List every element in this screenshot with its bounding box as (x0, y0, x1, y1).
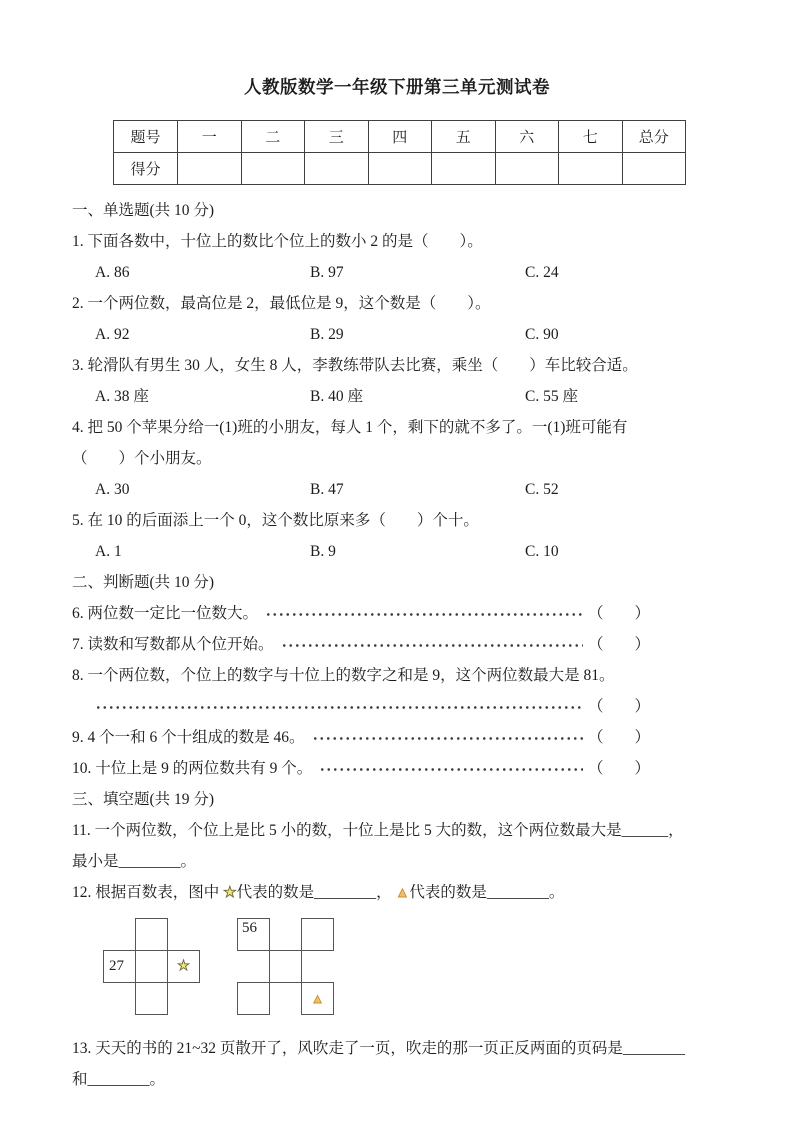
option-4a: A. 30 (95, 481, 130, 498)
score-table-header-cell: 总分 (622, 121, 686, 153)
question-13-text-line2: 和________。 (72, 1071, 166, 1088)
question-2-text: 2. 一个两位数，最高位是 2，最低位是 9，这个数是（ ）。 (72, 295, 491, 312)
option-5b: B. 9 (310, 543, 336, 560)
option-5c: C. 10 (525, 543, 559, 560)
question-5-options (72, 536, 722, 567)
dotted-leader (319, 760, 583, 777)
score-empty-cell (178, 153, 242, 185)
triangle-icon: ▲ (311, 990, 324, 1006)
question-9 (72, 722, 650, 753)
score-empty-cell (241, 153, 305, 185)
question-10 (72, 753, 650, 784)
score-table-header-cell: 题号 (114, 121, 178, 153)
score-empty-cell (432, 153, 496, 185)
question-10-answer-parens: （ ） (587, 760, 650, 777)
grid-cell-bottom-right (301, 982, 334, 1015)
option-1b: B. 97 (310, 264, 344, 281)
question-1-options (72, 257, 722, 288)
question-8-answer-line (72, 691, 650, 722)
question-12-prefix: 12. 根据百数表，图中 (72, 884, 224, 901)
question-6-text: 6. 两位数一定比一位数大。 (72, 605, 259, 622)
score-table-score-row (114, 153, 686, 185)
score-empty-cell (559, 153, 623, 185)
question-8-text: 8. 一个两位数，个位上的数字与十位上的数字之和是 9，这个两位数最大是 81。 (72, 667, 615, 684)
question-11-text-line1: 11. 一个两位数，个位上是比 5 小的数，十位上是比 5 大的数，这个两位数最大是______， (72, 822, 684, 839)
option-3b: B. 40 座 (310, 388, 363, 405)
section-heading-choice: 一、单选题(共 10 分) (72, 202, 215, 219)
option-1a: A. 86 (95, 264, 130, 281)
hundred-chart-figures (103, 918, 722, 1033)
grid-cell-top-left-value: 56 (242, 920, 257, 936)
cross-cell-bottom (135, 982, 168, 1015)
question-7-text: 7. 读数和写数都从个位开始。 (72, 636, 274, 653)
option-4c: C. 52 (525, 481, 559, 498)
offset-grid-figure (237, 918, 335, 1016)
option-4b: B. 47 (310, 481, 344, 498)
question-3-text: 3. 轮滑队有男生 30 人，女生 8 人，李教练带队去比赛，乘坐（ ）车比较合适。 (72, 357, 638, 374)
score-table-header-cell: 二 (241, 121, 305, 153)
section-heading-fill: 三、填空题(共 19 分) (72, 791, 215, 808)
paper-body (72, 195, 722, 1095)
grid-cell-top-left (237, 918, 270, 951)
question-5-text: 5. 在 10 的后面添上一个 0，这个数比原来多（ ）个十。 (72, 512, 479, 529)
page-title: 人教版数学一年级下册第三单元测试卷 (244, 77, 550, 97)
cross-cell-left-value: 27 (109, 958, 124, 974)
question-13-text-line1: 13. 天天的书的 21~32 页散开了，风吹走了一页，吹走的那一页正反两面的页码是________ (72, 1040, 685, 1057)
question-7 (72, 629, 650, 660)
score-table (113, 120, 686, 185)
section-heading-judge: 二、判断题(共 10 分) (72, 574, 215, 591)
option-3a: A. 38 座 (95, 388, 149, 405)
score-table-header-row (114, 121, 686, 153)
question-1-text: 1. 下面各数中，十位上的数比个位上的数小 2 的是（ ）。 (72, 233, 483, 250)
triangle-icon: ▲ (395, 886, 410, 901)
question-8-answer-parens: （ ） (587, 698, 650, 715)
question-12-text (72, 877, 722, 909)
cross-cell-top (135, 918, 168, 951)
question-4-text-line2: （ ）个小朋友。 (72, 450, 212, 467)
question-4-options (72, 474, 722, 505)
question-11-text-line2: 最小是________。 (72, 853, 197, 870)
grid-cell-top-right (301, 918, 334, 951)
question-9-text: 9. 4 个一和 6 个十组成的数是 46。 (72, 729, 305, 746)
question-3-options (72, 381, 722, 412)
question-12-mid: 代表的数是________， (236, 884, 396, 901)
dotted-leader (281, 636, 583, 653)
score-table-header-cell: 一 (178, 121, 242, 153)
score-empty-cell (368, 153, 432, 185)
dotted-leader (265, 605, 583, 622)
question-12-suffix: 代表的数是________。 (409, 884, 565, 901)
cross-cell-right (167, 950, 200, 983)
option-2c: C. 90 (525, 326, 559, 343)
question-6-answer-parens: （ ） (587, 605, 650, 622)
score-table-header-cell: 六 (495, 121, 559, 153)
option-2a: A. 92 (95, 326, 130, 343)
score-table-header-cell: 三 (305, 121, 369, 153)
question-4-text-line1: 4. 把 50 个苹果分给一(1)班的小朋友，每人 1 个，剩下的就不多了。一(1)班可能有 (72, 419, 628, 436)
score-empty-cell (305, 153, 369, 185)
grid-cell-middle (269, 950, 302, 983)
cross-figure (103, 918, 201, 1016)
star-icon: ★ (177, 959, 190, 974)
question-9-answer-parens: （ ） (587, 729, 650, 746)
score-table-header-cell: 五 (432, 121, 496, 153)
dotted-leader (95, 698, 583, 715)
question-6 (72, 598, 650, 629)
cross-cell-center (135, 950, 168, 983)
option-5a: A. 1 (95, 543, 122, 560)
option-3c: C. 55 座 (525, 388, 578, 405)
score-empty-cell (495, 153, 559, 185)
question-2-options (72, 319, 722, 350)
grid-cell-bottom-left (237, 982, 270, 1015)
option-2b: B. 29 (310, 326, 344, 343)
option-1c: C. 24 (525, 264, 559, 281)
cross-cell-left (103, 950, 136, 983)
score-empty-cell (622, 153, 686, 185)
question-10-text: 10. 十位上是 9 的两位数共有 9 个。 (72, 760, 313, 777)
score-table-header-cell: 四 (368, 121, 432, 153)
score-row-label: 得分 (114, 153, 178, 185)
score-table-header-cell: 七 (559, 121, 623, 153)
star-icon: ★ (223, 885, 237, 901)
dotted-leader (312, 729, 583, 746)
question-7-answer-parens: （ ） (587, 636, 650, 653)
